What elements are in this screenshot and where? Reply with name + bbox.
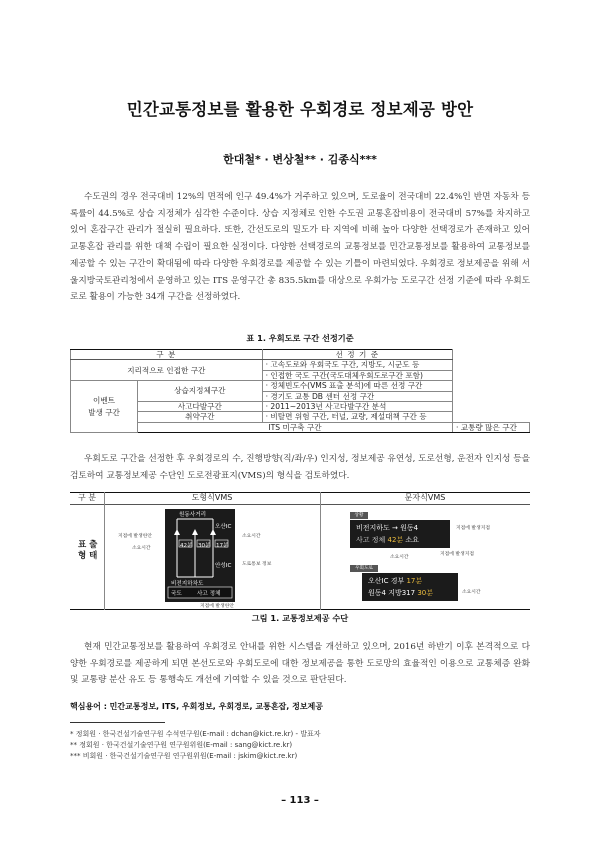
graphic-time-a: 42분 — [180, 543, 193, 549]
table-cell: · 정체빈도수(VMS 표출 분석)에 따른 선정 구간 — [262, 381, 452, 391]
footnote-3: *** 비회원 · 한국건설기술연구원 연구원위원(E-mail : jskim@kict.re.kr) — [70, 752, 298, 760]
page-number: – 113 – — [281, 795, 319, 806]
row-event-label: 이벤트 발생 구간 — [71, 381, 138, 433]
text-vms-unit: 소요 — [405, 536, 419, 544]
table-cell: · 교통량 많은 구간 — [452, 422, 529, 432]
text-vms-line — [368, 576, 422, 586]
figure-col-header: 구 분 — [78, 493, 96, 502]
text-vms-annotation: 소요시간 — [462, 590, 481, 595]
table1-caption: 표 1. 우회도로 구간 선정기준 — [246, 333, 354, 343]
graphic-annotation: 지점에 발생한안 — [200, 604, 234, 609]
table-cell: · 경기도 교통 DB 센터 선정 구간 — [262, 391, 452, 401]
graphic-annotation: 지점에 발생한안 — [118, 534, 152, 539]
table1-header-category: 구 분 — [71, 350, 263, 360]
graphic-left-road: 비전지하차도 — [171, 581, 204, 587]
figure-header-rule — [70, 504, 530, 505]
table-cell: · 인접한 국도 구간(국도대체우회도로구간 포함) — [262, 370, 452, 380]
graphic-annotation: 소요시간 — [242, 534, 261, 539]
row-adjacent-label: 지리적으로 인접한 구간 — [71, 360, 263, 381]
text-vms-annotation: 지점에 발생지점 — [456, 526, 490, 531]
row-congestion-label: 상습지정체구간 — [138, 381, 263, 402]
graphic-annotation: 도로통보 정보 — [242, 562, 272, 567]
figure1-caption: 그림 1. 교통정보제공 수단 — [251, 613, 349, 623]
middle-paragraph — [70, 451, 530, 484]
text-vms-event: 사고 정체 — [356, 536, 386, 544]
graphic-top-road: 원동사거리 — [179, 512, 207, 518]
graphic-vms-panel — [165, 509, 235, 602]
text-vms-panel-2 — [362, 573, 458, 601]
text-vms-time: 42분 — [387, 536, 404, 544]
graphic-bottom-right: 사고 정체 — [197, 591, 221, 597]
figure-1 — [70, 492, 530, 610]
table-cell: · 고속도로와 우회국도 구간, 지방도, 시군도 등 — [262, 360, 452, 370]
graphic-node-b: 안성IC — [215, 563, 232, 569]
figure-divider — [320, 492, 321, 610]
closing-paragraph — [70, 639, 530, 689]
author-list: 한대철* · 변상철** · 김종식*** — [223, 153, 377, 166]
graphic-bottom-left: 국도 — [171, 591, 182, 597]
text-vms-annotation: 지점에 발생지점 — [440, 552, 474, 557]
row-accident-label: 사고다발구간 — [138, 402, 263, 412]
text-vms-time: 30분 — [417, 589, 433, 597]
row-label: 표 출 형 태 — [78, 540, 98, 561]
table-cell: · 2011~2013년 사고다발구간 분석 — [262, 402, 452, 412]
figure-divider — [104, 492, 105, 610]
footnote-2: ** 정회원 · 한국건설기술연구원 연구원위원(E-mail : sang@kict.re.kr) — [70, 741, 293, 749]
row-weak-label: 취약구간 — [138, 412, 263, 422]
text-vms-header: 문자식VMS — [404, 493, 446, 502]
text-vms-panel-1 — [350, 520, 450, 548]
text-vms-line — [368, 588, 433, 598]
text-vms-tag-2: 우회도로 — [350, 565, 378, 572]
figure-bottom-rule — [70, 609, 530, 610]
text-vms-road: 오산IC 경부 — [368, 577, 405, 585]
graphic-time-c: 17분 — [216, 543, 229, 549]
text-vms-tag-1: 상황 — [350, 512, 368, 519]
intro-paragraph — [70, 189, 530, 306]
closing-text: 현재 민간교통정보를 활용하여 우회경로 안내를 위한 시스템을 개선하고 있으며, 2016년 하반기 이후 본격적으로 다양한 우회경로를 제공하게 되면 본선도로와 우회도로에 대한 정보제공을 통한 도로망의 효율적인 이용으로 교통체증 완화 및 교통량 분산 유도 등 통행속도 개선에 기여할 수 있을 것으로 판단된다. — [70, 642, 530, 686]
footnote-rule — [70, 722, 165, 723]
keywords: 핵심용어 : 민간교통정보, ITS, 우회정보, 우회경로, 교통혼잡, 정보제공 — [70, 702, 324, 711]
text-vms-line: 비전지하도 → 원동4 — [356, 524, 419, 532]
text-vms-time: 17분 — [406, 577, 423, 585]
intro-text: 수도권의 경우 전국대비 12%의 면적에 인구 49.4%가 거주하고 있으며, 도로율이 전국대비 22.4%인 반면 자동차 등록률이 44.5%로 상습 지정체가 심각한 수준이다. 상습 지정체로 인한 수도권 교통혼잡비용이 전국대비 57%를 차지하고 있어 혼잡구간 관리가 절실히 필요하다. 또한, 간선도로의 밀도가 타 지역에 비해 높아 다양한 선택경로가 존재하고 있어 교통혼잡 관리를 위한 대책 수립이 필요한 실정이다. 다양한 선택경로의 교통정보를 민간교통정보를 활용하여 교통정보를 제공할 수 있는 구간이 확대됨에 따라 다양한 우회경로를 제공할 수 있는 기틀이 마련되었다. 우회경로 정보제공을 위해 서울지방국토관리청에서 운영하고 있는 ITS 운영구간 총 835.5km를 대상으로 우회가능 도로구간 선정 기준에 따라 우회도로로 활용이 가능한 34개 구간을 선정하였다. — [70, 192, 530, 303]
text-vms-line — [356, 535, 419, 545]
table-cell: · 비탈면 위험 구간, 터널, 교량, 제설대책 구간 등 — [262, 412, 452, 422]
row-its-label: ITS 미구축 구간 — [138, 422, 453, 432]
table1-header-criteria: 선 정 기 준 — [262, 350, 452, 360]
graphic-node-a: 오산IC — [215, 524, 232, 530]
footnote-1: * 정회원 · 한국건설기술연구원 수석연구원(E-mail : dchan@kict.re.kr) - 발표자 — [70, 730, 321, 738]
graphic-annotation: 소요시간 — [132, 546, 151, 551]
table-1 — [70, 349, 530, 433]
middle-text: 우회도로 구간을 선정한 후 우회경로의 수, 진행방향(직/좌/우) 인지성, 정보제공 유연성, 도로선형, 운전자 인지성 등을 검토하여 교통정보제공 수단인 도로전광표지(VMS)의 형식을 검토하였다. — [70, 454, 530, 481]
text-vms-annotation: 소요시간 — [390, 555, 409, 560]
text-vms-road: 원동4 지방317 — [368, 589, 416, 597]
paper-title: 민간교통정보를 활용한 우회경로 정보제공 방안 — [126, 100, 474, 119]
graphic-vms-header: 도형식VMS — [191, 493, 233, 502]
graphic-time-b: 30분 — [198, 543, 211, 549]
